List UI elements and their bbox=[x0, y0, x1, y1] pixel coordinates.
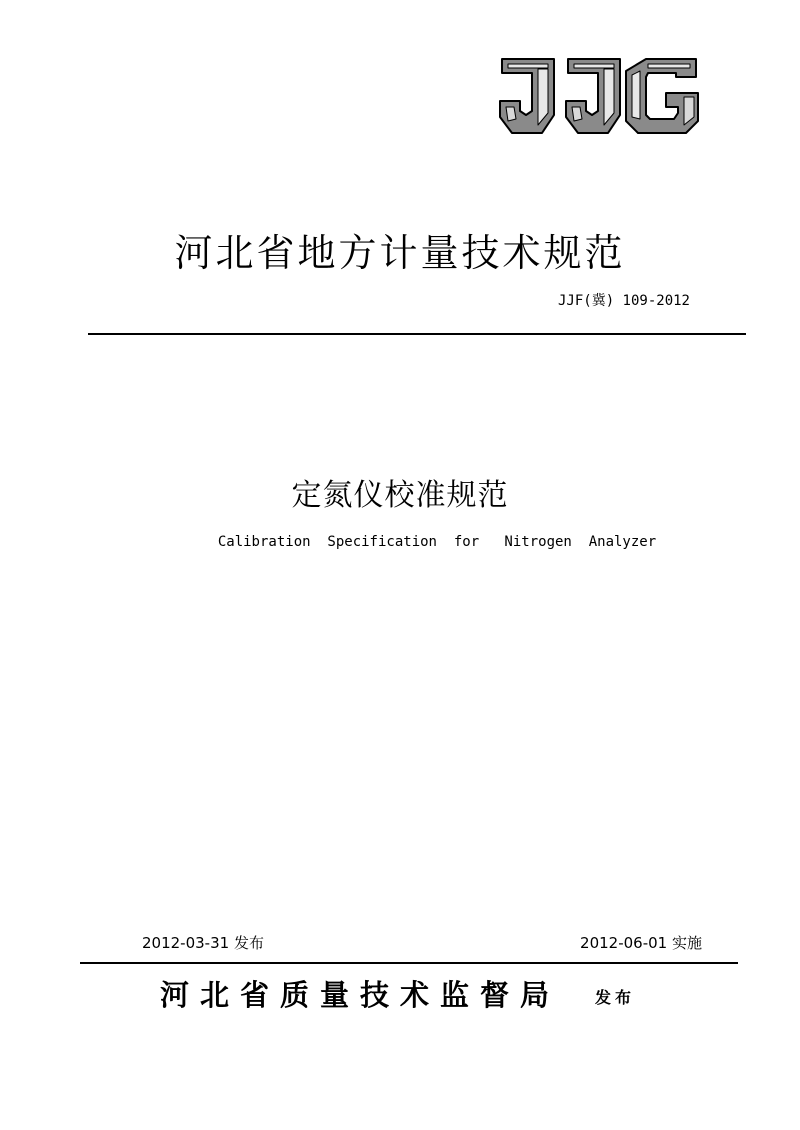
document-number: JJF(冀) 109-2012 bbox=[557, 293, 690, 309]
document-title-english: Calibration Specification for Nitrogen Analyzer bbox=[217, 534, 657, 550]
implementation-date: 2012-06-01 实施 bbox=[580, 934, 702, 952]
series-title: 河北省地方计量技术规范 bbox=[174, 231, 626, 275]
document-title-chinese: 定氮仪校准规范 bbox=[291, 478, 509, 513]
issue-date: 2012-03-31 发布 bbox=[142, 934, 264, 952]
bottom-divider bbox=[80, 962, 738, 964]
jjg-logo-graphic bbox=[498, 55, 702, 137]
issuing-authority-suffix: 发布 bbox=[595, 988, 636, 1007]
top-divider bbox=[88, 333, 746, 335]
issuing-authority: 河北省质量技术监督局 bbox=[160, 978, 561, 1012]
jjg-logo bbox=[498, 55, 702, 137]
